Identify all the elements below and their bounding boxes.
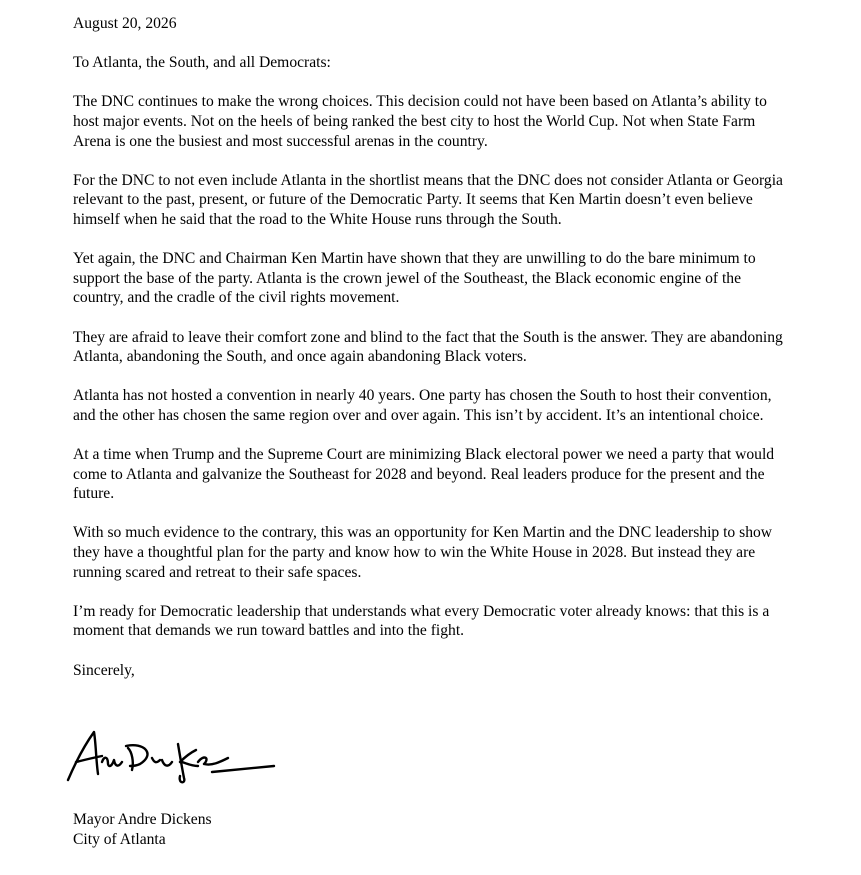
letter-closing: Sincerely,	[73, 661, 135, 679]
paragraph-1: The DNC continues to make the wrong choices. This decision could not have been based on Atlanta’s ability to host major events. Not on the heels of being ranked the best city to host the World Cup. Not when State Farm Arena is one the busiest and most successful arenas in the country.	[73, 93, 767, 150]
letter-date: August 20, 2026	[73, 15, 177, 32]
letter-salutation: To Atlanta, the South, and all Democrats:	[73, 54, 331, 72]
signer-name: Mayor Andre Dickens	[73, 811, 212, 828]
paragraph-2: For the DNC to not even include Atlanta in the shortlist means that the DNC does not consider Atlanta or Georgia relevant to the past, present, or future of the Democratic Party. It seems that Ken Martin doesn’t even believe himself when he said that the road to the White House runs through the South.	[73, 171, 783, 228]
signer-organization: City of Atlanta	[73, 830, 166, 848]
paragraph-5: Atlanta has not hosted a convention in nearly 40 years. One party has chosen the South to host their convention, and the other has chosen the same region over and over again. This isn’t by accident. It’s an intentional choice.	[73, 387, 772, 424]
paragraph-8: I’m ready for Democratic leadership that understands what every Democratic voter already knows: that this is a moment that demands we run toward battles and into the fight.	[73, 602, 770, 640]
paragraph-4: They are afraid to leave their comfort zone and blind to the fact that the South is the answer. They are abandoning Atlanta, abandoning the South, and once again abandoning Black voters.	[73, 328, 783, 366]
letter-body	[73, 14, 789, 680]
signature-block	[73, 810, 212, 849]
handwritten-signature	[62, 722, 282, 792]
paragraph-6: At a time when Trump and the Supreme Court are minimizing Black electoral power we need a party that would come to Atlanta and galvanize the Southeast for 2028 and beyond. Real leaders produce for the present and the future.	[73, 446, 775, 503]
paragraph-3: Yet again, the DNC and Chairman Ken Martin have shown that they are unwilling to do the bare minimum to support the base of the party. Atlanta is the crown jewel of the Southeast, the Black economic engine of the country, and the cradle of the civil rights movement.	[73, 250, 756, 307]
paragraph-7: With so much evidence to the contrary, this was an opportunity for Ken Martin and the DNC leadership to show they have a thoughtful plan for the party and know how to win the White House in 2028. But instead they are running scared and retreat to their safe spaces.	[73, 524, 773, 581]
